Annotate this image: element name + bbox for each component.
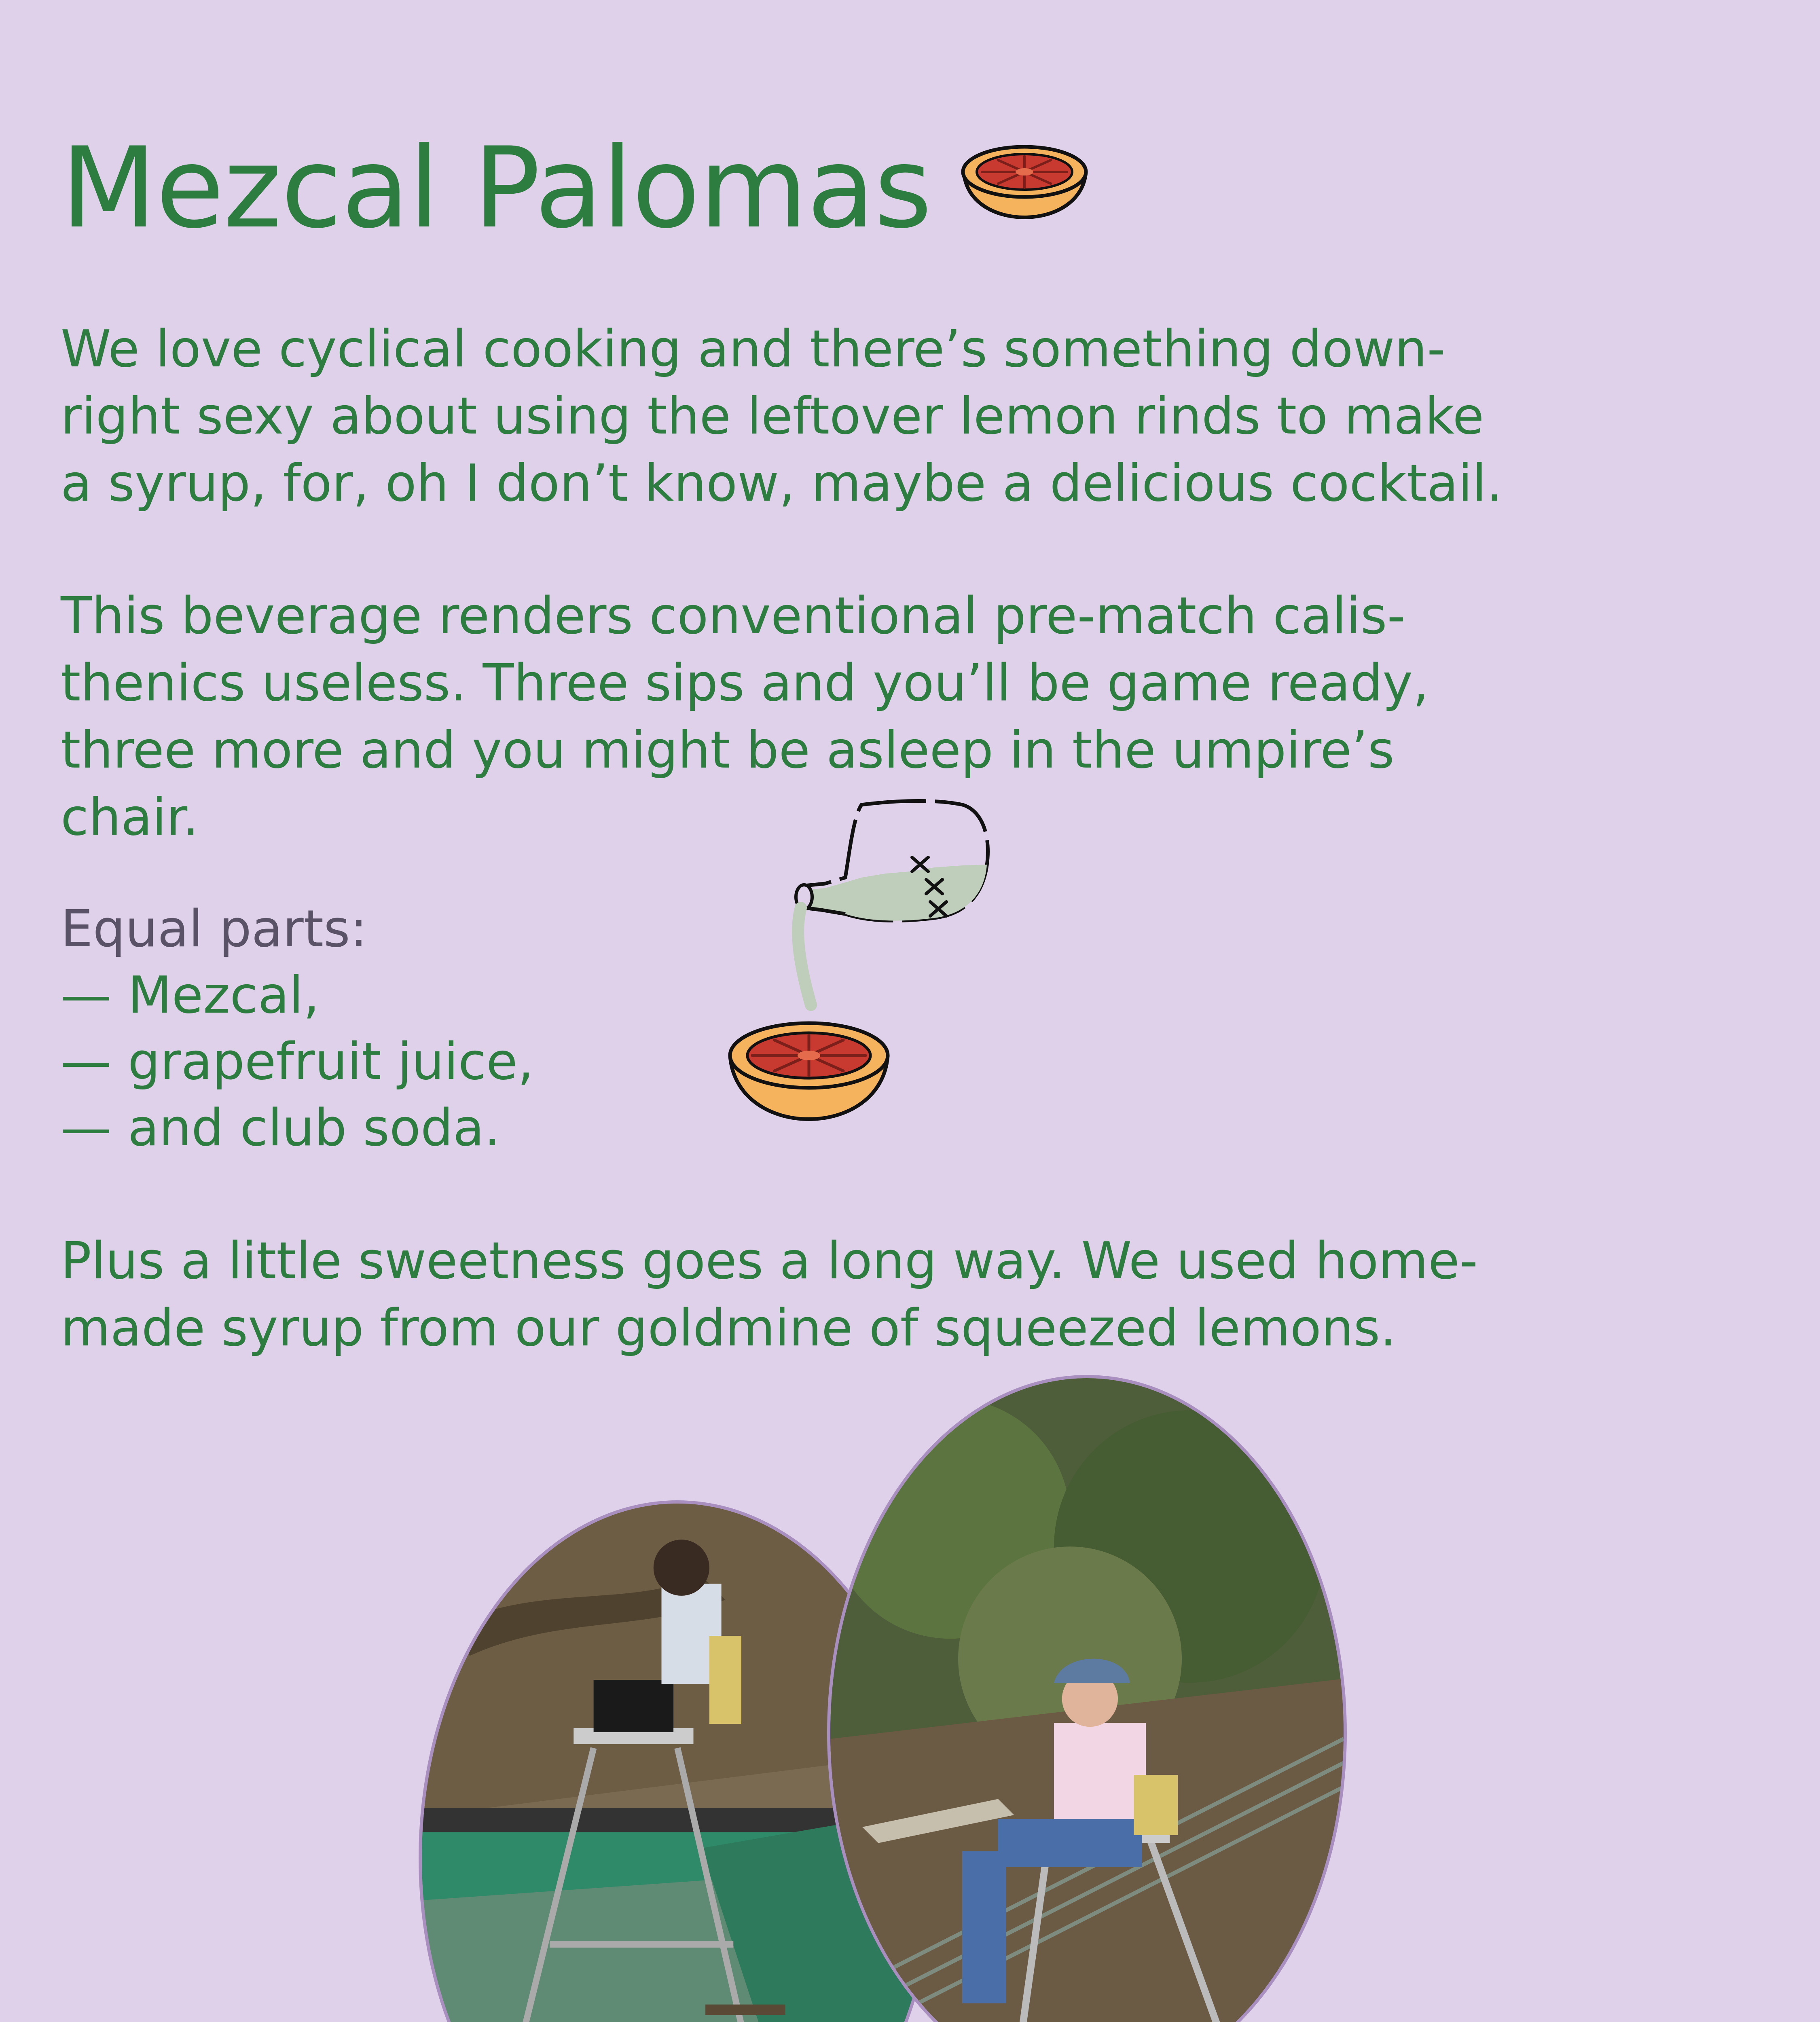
page-title: Mezcal Palomas xyxy=(61,123,931,253)
beverage-paragraph: This beverage renders conventional pre-match calis- thenics useless. Three sips and you’ll be game ready, three more and you might be asleep in the umpire’s chair. xyxy=(61,586,1429,847)
ingredients-heading: Equal parts: xyxy=(61,899,368,958)
title-row xyxy=(61,121,1093,255)
list-item: — grapefruit juice, xyxy=(61,1032,534,1091)
umpire-chair-photo xyxy=(827,1375,1347,2022)
bottle-pouring-icon xyxy=(724,793,1056,1165)
list-item: — Mezcal, xyxy=(61,965,320,1025)
sweetness-paragraph: Plus a little sweetness goes a long way. We used home- made syrup from our goldmine of squeezed lemons. xyxy=(61,1231,1478,1358)
ingredients-list xyxy=(61,896,534,1161)
grapefruit-half-icon xyxy=(956,133,1093,243)
intro-paragraph: We love cyclical cooking and there’s something down- right sexy about using the leftover lemon rinds to make a syrup, for, oh I don’t know, maybe a delicious cocktail. xyxy=(61,319,1503,513)
list-item: — and club soda. xyxy=(61,1098,501,1157)
